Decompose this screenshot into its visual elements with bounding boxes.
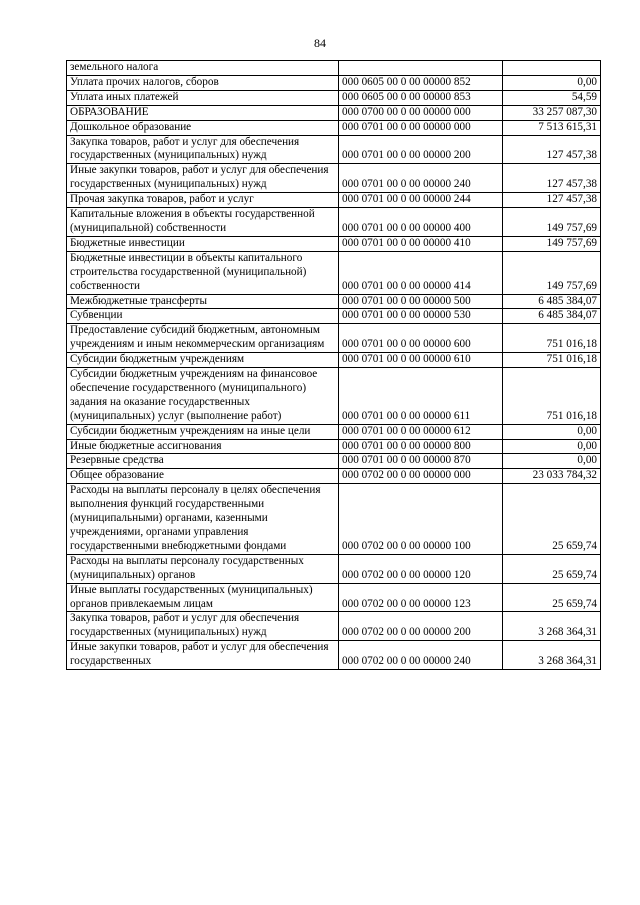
row-sum-cell [503, 61, 601, 76]
row-sum-cell: 6 485 384,07 [503, 309, 601, 324]
row-code-cell: 000 0702 00 0 00 00000 120 [339, 554, 503, 583]
table-row [67, 439, 601, 454]
table-row [67, 208, 601, 237]
row-sum-cell: 25 659,74 [503, 484, 601, 555]
row-code-cell: 000 0701 00 0 00 00000 800 [339, 439, 503, 454]
row-name-cell: Закупка товаров, работ и услуг для обеспечения государственных (муниципальных) нужд [67, 612, 339, 641]
row-name-cell: Расходы на выплаты персоналу государственных (муниципальных) органов [67, 554, 339, 583]
row-name-cell: Дошкольное образование [67, 120, 339, 135]
row-sum-cell: 33 257 087,30 [503, 105, 601, 120]
row-sum-cell: 751 016,18 [503, 324, 601, 353]
row-code-cell: 000 0701 00 0 00 00000 000 [339, 120, 503, 135]
page-number: 84 [314, 36, 326, 50]
row-sum-cell: 127 457,38 [503, 135, 601, 164]
row-sum-cell: 751 016,18 [503, 353, 601, 368]
row-sum-cell: 0,00 [503, 75, 601, 90]
table-row [67, 90, 601, 105]
row-code-cell: 000 0700 00 0 00 00000 000 [339, 105, 503, 120]
row-sum-cell: 25 659,74 [503, 554, 601, 583]
row-code-cell: 000 0701 00 0 00 00000 612 [339, 424, 503, 439]
row-sum-cell: 149 757,69 [503, 236, 601, 251]
table-row [67, 353, 601, 368]
row-code-cell: 000 0605 00 0 00 00000 853 [339, 90, 503, 105]
row-name-cell: Субсидии бюджетным учреждениям [67, 353, 339, 368]
row-code-cell: 000 0701 00 0 00 00000 414 [339, 251, 503, 294]
row-sum-cell: 3 268 364,31 [503, 641, 601, 670]
table-row [67, 324, 601, 353]
table-row [67, 105, 601, 120]
row-code-cell: 000 0701 00 0 00 00000 500 [339, 294, 503, 309]
row-sum-cell: 54,59 [503, 90, 601, 105]
row-name-cell: земельного налога [67, 61, 339, 76]
row-name-cell: Бюджетные инвестиции [67, 236, 339, 251]
table-row [67, 294, 601, 309]
row-code-cell: 000 0701 00 0 00 00000 410 [339, 236, 503, 251]
row-name-cell: Бюджетные инвестиции в объекты капитального строительства государственной (муниципальной) собственности [67, 251, 339, 294]
row-name-cell: Субвенции [67, 309, 339, 324]
row-code-cell: 000 0702 00 0 00 00000 240 [339, 641, 503, 670]
row-name-cell: Иные выплаты государственных (муниципальных) органов привлекаемым лицам [67, 583, 339, 612]
row-code-cell [339, 61, 503, 76]
row-code-cell: 000 0701 00 0 00 00000 530 [339, 309, 503, 324]
row-name-cell: Прочая закупка товаров, работ и услуг [67, 193, 339, 208]
row-sum-cell: 127 457,38 [503, 193, 601, 208]
row-sum-cell: 6 485 384,07 [503, 294, 601, 309]
row-sum-cell: 0,00 [503, 439, 601, 454]
table-row [67, 193, 601, 208]
table-row [67, 75, 601, 90]
table-row [67, 120, 601, 135]
row-name-cell: Иные закупки товаров, работ и услуг для обеспечения государственных (муниципальных) нужд [67, 164, 339, 193]
table-row [67, 368, 601, 425]
table-row [67, 309, 601, 324]
row-name-cell: ОБРАЗОВАНИЕ [67, 105, 339, 120]
row-name-cell: Общее образование [67, 469, 339, 484]
row-code-cell: 000 0701 00 0 00 00000 610 [339, 353, 503, 368]
row-code-cell: 000 0701 00 0 00 00000 240 [339, 164, 503, 193]
row-code-cell: 000 0605 00 0 00 00000 852 [339, 75, 503, 90]
row-code-cell: 000 0701 00 0 00 00000 200 [339, 135, 503, 164]
table-row [67, 484, 601, 555]
row-code-cell: 000 0702 00 0 00 00000 100 [339, 484, 503, 555]
row-code-cell: 000 0702 00 0 00 00000 123 [339, 583, 503, 612]
row-code-cell: 000 0702 00 0 00 00000 200 [339, 612, 503, 641]
table-row [67, 236, 601, 251]
row-sum-cell: 0,00 [503, 424, 601, 439]
row-name-cell: Иные закупки товаров, работ и услуг для обеспечения государственных [67, 641, 339, 670]
row-code-cell: 000 0701 00 0 00 00000 244 [339, 193, 503, 208]
row-code-cell: 000 0702 00 0 00 00000 000 [339, 469, 503, 484]
row-code-cell: 000 0701 00 0 00 00000 611 [339, 368, 503, 425]
row-code-cell: 000 0701 00 0 00 00000 600 [339, 324, 503, 353]
row-name-cell: Иные бюджетные ассигнования [67, 439, 339, 454]
table-row [67, 469, 601, 484]
row-name-cell: Уплата прочих налогов, сборов [67, 75, 339, 90]
row-sum-cell: 0,00 [503, 454, 601, 469]
row-sum-cell: 7 513 615,31 [503, 120, 601, 135]
row-sum-cell: 25 659,74 [503, 583, 601, 612]
budget-table [66, 60, 601, 670]
row-sum-cell: 149 757,69 [503, 208, 601, 237]
row-name-cell: Закупка товаров, работ и услуг для обеспечения государственных (муниципальных) нужд [67, 135, 339, 164]
row-name-cell: Резервные средства [67, 454, 339, 469]
row-name-cell: Субсидии бюджетным учреждениям на финансовое обеспечение государственного (муниципального) задания на оказание государственных (муниципальных) услуг (выполнение работ) [67, 368, 339, 425]
row-sum-cell: 149 757,69 [503, 251, 601, 294]
budget-table-body [67, 61, 601, 670]
row-code-cell: 000 0701 00 0 00 00000 400 [339, 208, 503, 237]
row-name-cell: Капитальные вложения в объекты государственной (муниципальной) собственности [67, 208, 339, 237]
row-sum-cell: 751 016,18 [503, 368, 601, 425]
table-row [67, 424, 601, 439]
row-name-cell: Субсидии бюджетным учреждениям на иные цели [67, 424, 339, 439]
row-name-cell: Предоставление субсидий бюджетным, автономным учреждениям и иным некоммерческим организациям [67, 324, 339, 353]
row-sum-cell: 127 457,38 [503, 164, 601, 193]
row-sum-cell: 23 033 784,32 [503, 469, 601, 484]
row-code-cell: 000 0701 00 0 00 00000 870 [339, 454, 503, 469]
table-row [67, 61, 601, 76]
row-name-cell: Расходы на выплаты персоналу в целях обеспечения выполнения функций государственными (муниципальными) органами, казенными учреждениями, органами управления государственными внебюджетными фондами [67, 484, 339, 555]
row-name-cell: Уплата иных платежей [67, 90, 339, 105]
table-row [67, 554, 601, 583]
table-row [67, 454, 601, 469]
table-row [67, 251, 601, 294]
table-row [67, 583, 601, 612]
table-row [67, 164, 601, 193]
table-row [67, 612, 601, 641]
table-row [67, 641, 601, 670]
row-name-cell: Межбюджетные трансферты [67, 294, 339, 309]
table-row [67, 135, 601, 164]
row-sum-cell: 3 268 364,31 [503, 612, 601, 641]
